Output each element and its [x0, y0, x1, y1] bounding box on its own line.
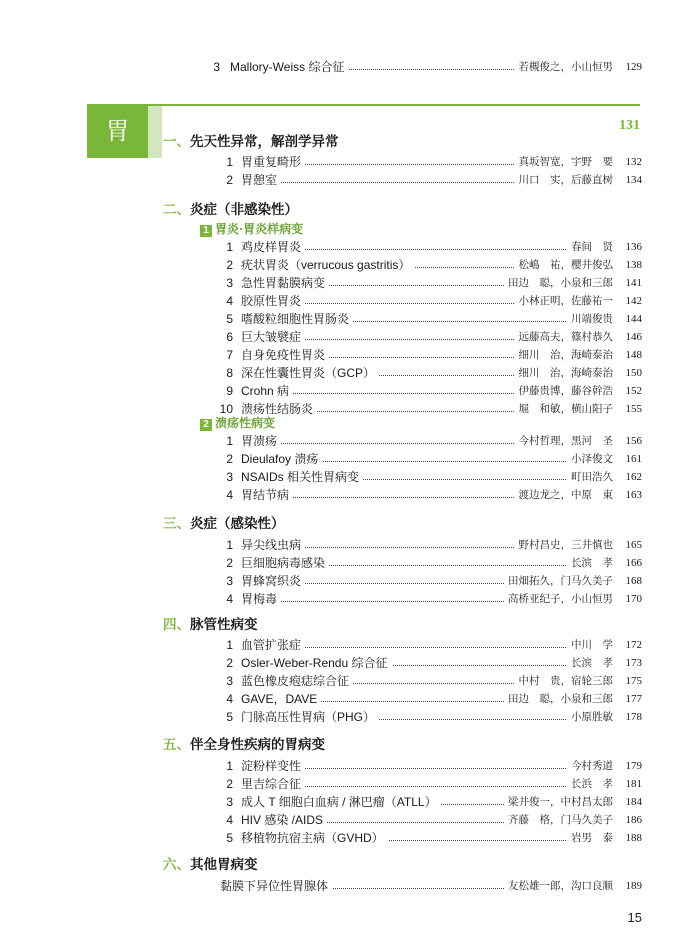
entry-authors: 小林正明，佐藤祐一	[515, 292, 614, 310]
entry-authors: 梁井俊一，中村昌太郎	[504, 793, 613, 811]
entry-number: 1	[226, 638, 233, 652]
toc-entry	[0, 590, 700, 608]
toc-entry	[0, 450, 700, 468]
entry-authors: 远藤高夫，篠村恭久	[515, 328, 614, 346]
section-number: 三、	[163, 516, 190, 532]
entry-authors: 今村秀道	[567, 757, 613, 775]
entry-page: 161	[625, 453, 642, 465]
entry-title: 急性胃黏膜病变	[241, 274, 329, 292]
entry-page: 184	[625, 796, 642, 808]
entry-title: 鸡皮样胃炎	[241, 238, 305, 256]
entry-title: NSAIDs 相关性胃病变	[241, 468, 363, 486]
entry-authors: 松嶋 祐，樱井俊弘	[515, 256, 614, 274]
entry-title: 蓝色橡皮疱痣综合征	[241, 672, 353, 690]
entry-title: 胃憩室	[241, 171, 281, 189]
entry-title: Osler-Weber-Rendu 综合征	[241, 654, 392, 672]
entry-number: 1	[226, 538, 233, 552]
section-number: 一、	[163, 134, 190, 150]
entry-number: 7	[226, 348, 233, 362]
section-heading	[163, 615, 258, 635]
entry-number: 1	[226, 759, 233, 773]
entry-title: 异尖线虫病	[241, 536, 305, 554]
entry-page: 155	[625, 403, 642, 415]
toc-entry	[0, 793, 700, 811]
entry-page: 156	[625, 435, 642, 447]
toc-entry	[0, 153, 700, 171]
chapter-tab-light	[148, 106, 162, 158]
entry-page: 144	[625, 313, 642, 325]
entry-title: 胃溃疡	[241, 432, 281, 450]
toc-entry	[0, 690, 700, 708]
toc-entry	[0, 256, 700, 274]
entry-number: 3	[226, 674, 233, 688]
toc-entry	[0, 572, 700, 590]
entry-authors: 细川 治，海崎泰治	[515, 364, 614, 382]
chapter-rule	[87, 104, 640, 106]
entry-page: 152	[625, 385, 642, 397]
entry-number: 4	[226, 813, 233, 827]
entry-page: 179	[625, 760, 642, 772]
subsection-heading	[200, 415, 275, 431]
entry-number: 1	[226, 155, 233, 169]
section-title: 其他胃病变	[190, 857, 258, 873]
folio: 15	[627, 910, 642, 925]
entry-page: 146	[625, 331, 642, 343]
entry-number: 2	[226, 452, 233, 466]
toc-entry	[0, 486, 700, 504]
entry-number: 5	[226, 312, 233, 326]
entry-title: 胃蜂窝织炎	[241, 572, 305, 590]
entry-page: 175	[625, 675, 642, 687]
entry-page: 165	[625, 539, 642, 551]
entry-authors: 野村昌史，三井慎也	[515, 536, 614, 554]
entry-authors: 田边 聪，小泉和三郎	[504, 690, 613, 708]
section-heading	[163, 735, 325, 755]
entry-title: 淀粉样变性	[241, 757, 305, 775]
entry-number: 3	[213, 60, 220, 74]
entry-title: 移植物抗宿主病（GVHD）	[241, 829, 388, 847]
entry-page: 189	[625, 880, 642, 892]
entry-number: 9	[226, 384, 233, 398]
entry-page: 178	[625, 711, 642, 723]
section-heading	[163, 514, 285, 534]
entry-title: 巨细胞病毒感染	[241, 554, 329, 572]
entry-authors: 堀 和敏，横山阳子	[515, 400, 614, 418]
toc-entry	[0, 654, 700, 672]
entry-authors: 伊藤贵博，藤谷幹浩	[515, 382, 614, 400]
entry-authors: 细川 治，海崎泰治	[515, 346, 614, 364]
toc-entry	[0, 877, 700, 895]
entry-title: 巨大皱襞症	[241, 328, 305, 346]
entry-title: 疣状胃炎（verrucous gastritis）	[241, 256, 414, 274]
toc-entry	[0, 432, 700, 450]
entry-title: 深在性囊性胃炎（GCP）	[241, 364, 379, 382]
entry-title: 里吉综合征	[241, 775, 305, 793]
entry-page: 150	[625, 367, 642, 379]
entry-authors: 小泽俊文	[567, 450, 613, 468]
entry-authors: 渡边龙之，中原 東	[515, 486, 614, 504]
entry-page: 163	[625, 489, 642, 501]
entry-page: 177	[625, 693, 642, 705]
entry-authors: 今村哲理，黑河 圣	[515, 432, 614, 450]
entry-authors: 友松雄一郎，沟口良顺	[504, 877, 613, 895]
toc-entry	[0, 400, 700, 418]
entry-title: 嗜酸粒细胞性胃肠炎	[241, 310, 353, 328]
entry-title: Mallory-Weiss 综合征	[230, 58, 348, 76]
entry-number: 3	[226, 574, 233, 588]
section-heading	[163, 200, 298, 220]
section-number: 二、	[163, 202, 190, 218]
chapter-label: 胃	[105, 117, 130, 145]
section-title: 脉管性病变	[190, 617, 258, 633]
entry-page: 181	[625, 778, 642, 790]
section-title: 伴全身性疾病的胃病变	[190, 737, 325, 753]
section-heading	[163, 855, 258, 875]
entry-authors: 若槻俊之，小山恒男	[515, 58, 614, 76]
toc-entry	[0, 829, 700, 847]
subsection-badge: 1	[200, 225, 212, 237]
entry-authors: 小原胜敏	[567, 708, 613, 726]
entry-number: 3	[226, 795, 233, 809]
toc-entry	[0, 274, 700, 292]
entry-authors: 中川 学	[567, 636, 613, 654]
entry-authors: 岩男 泰	[567, 829, 613, 847]
entry-title: 胃重复畸形	[241, 153, 305, 171]
entry-page: 186	[625, 814, 642, 826]
entry-authors: 町田浩久	[567, 468, 613, 486]
entry-authors: 川口 实，后藤直树	[515, 171, 614, 189]
entry-title: 门脉高压性胃病（PHG）	[241, 708, 379, 726]
toc-entry	[0, 382, 700, 400]
entry-number: 4	[226, 488, 233, 502]
section-number: 五、	[163, 737, 190, 753]
toc-entry	[0, 238, 700, 256]
entry-page: 132	[625, 156, 642, 168]
entry-number: 1	[226, 240, 233, 254]
toc-entry	[0, 636, 700, 654]
entry-title: 自身免疫性胃炎	[241, 346, 329, 364]
entry-number: 1	[226, 434, 233, 448]
entry-page: 148	[625, 349, 642, 361]
section-number: 四、	[163, 617, 190, 633]
entry-authors: 田畑拓久，门马久美子	[504, 572, 613, 590]
toc-entry	[0, 811, 700, 829]
chapter-page: 131	[619, 118, 640, 133]
entry-title: 溃疡性结肠炎	[241, 400, 317, 418]
entry-title: GAVE，DAVE	[241, 690, 321, 708]
entry-page: 162	[625, 471, 642, 483]
entry-authors: 长浜 孝	[567, 775, 613, 793]
section-title: 炎症（感染性）	[190, 516, 285, 532]
entry-number: 2	[226, 777, 233, 791]
entry-page: 134	[625, 174, 642, 186]
entry-number: 2	[226, 173, 233, 187]
subsection-heading	[200, 221, 303, 237]
entry-authors: 齐藤 格，门马久美子	[504, 811, 613, 829]
entry-number: 8	[226, 366, 233, 380]
entry-authors: 长滨 孝	[567, 554, 613, 572]
subsection-title: 胃炎·胃炎样病变	[215, 222, 304, 236]
entry-page: 188	[625, 832, 642, 844]
entry-authors: 长滨 孝	[567, 654, 613, 672]
entry-title: Dieulafoy 溃疡	[241, 450, 322, 468]
entry-number: 4	[226, 592, 233, 606]
entry-authors: 中村 贵，宿轮三郎	[515, 672, 614, 690]
entry-authors: 田边 聪，小泉和三郎	[504, 274, 613, 292]
entry-title: 成人 T 细胞白血病 / 淋巴瘤（ATLL）	[241, 793, 441, 811]
section-number: 六、	[163, 857, 190, 873]
section-title: 先天性异常，解剖学异常	[190, 134, 339, 150]
subsection-badge: 2	[200, 419, 212, 431]
toc-entry	[0, 364, 700, 382]
toc-entry	[0, 554, 700, 572]
entry-title: Crohn 病	[241, 382, 293, 400]
toc-entry	[0, 708, 700, 726]
toc-entry	[0, 292, 700, 310]
entry-page: 141	[625, 277, 642, 289]
entry-title: 胃梅毒	[241, 590, 281, 608]
entry-title: 胶原性胃炎	[241, 292, 305, 310]
entry-page: 168	[625, 575, 642, 587]
entry-number: 5	[226, 831, 233, 845]
entry-number: 5	[226, 710, 233, 724]
toc-entry-top	[0, 58, 700, 76]
entry-number: 2	[226, 556, 233, 570]
entry-number: 2	[226, 656, 233, 670]
entry-page: 142	[625, 295, 642, 307]
subsection-title: 溃疡性病变	[215, 416, 276, 430]
toc-entry	[0, 171, 700, 189]
entry-title: 胃结节病	[241, 486, 293, 504]
entry-number: 4	[226, 692, 233, 706]
entry-title: HIV 感染 /AIDS	[241, 811, 327, 829]
entry-authors: 川端俊贵	[567, 310, 613, 328]
entry-page: 136	[625, 241, 642, 253]
entry-number: 3	[226, 470, 233, 484]
entry-page: 173	[625, 657, 642, 669]
entry-authors: 真坂智宽，宇野 要	[515, 153, 614, 171]
entry-number: 10	[219, 402, 233, 416]
toc-entry	[0, 757, 700, 775]
entry-number: 4	[226, 294, 233, 308]
entry-authors: 春间 贤	[567, 238, 613, 256]
toc-entry	[0, 310, 700, 328]
section-title: 炎症（非感染性）	[190, 202, 298, 218]
toc-entry	[0, 536, 700, 554]
entry-title: 黏膜下异位性胃腺体	[220, 877, 332, 895]
entry-number: 3	[226, 276, 233, 290]
entry-authors: 高桥亚纪子，小山恒男	[504, 590, 613, 608]
entry-title: 血管扩张症	[241, 636, 305, 654]
toc-entry	[0, 672, 700, 690]
entry-page: 138	[625, 259, 642, 271]
entry-page: 172	[625, 639, 642, 651]
toc-entry	[0, 328, 700, 346]
toc-entry	[0, 468, 700, 486]
entry-number: 2	[226, 258, 233, 272]
entry-page: 129	[625, 61, 642, 73]
section-heading	[163, 132, 339, 152]
entry-number: 6	[226, 330, 233, 344]
toc-entry	[0, 346, 700, 364]
entry-page: 166	[625, 557, 642, 569]
toc-entry	[0, 775, 700, 793]
entry-page: 170	[625, 593, 642, 605]
